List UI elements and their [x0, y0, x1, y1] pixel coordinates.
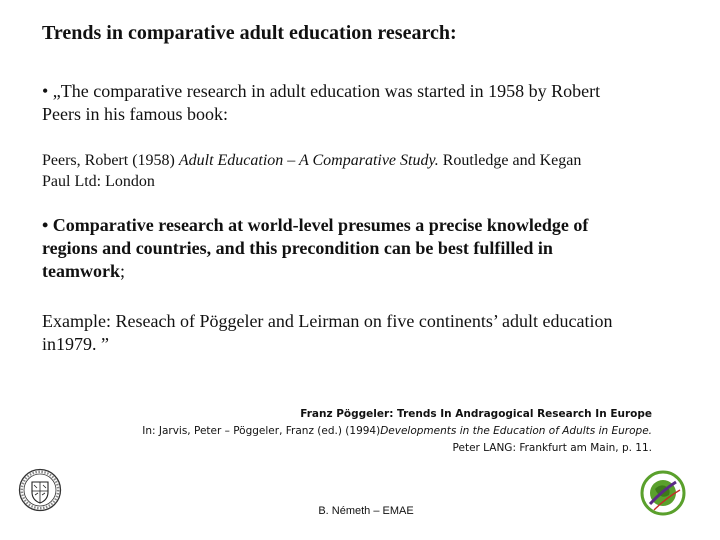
bullet-1 — [42, 80, 682, 126]
example-line-2: in1979. ” — [42, 334, 109, 354]
bullet-2-teamwork: teamwork — [42, 261, 120, 281]
ref-book-title: Adult Education – A Comparative Study. — [178, 152, 439, 169]
citation-line-2 — [52, 423, 652, 440]
bullet-2-line-2: regions and countries, and this precondition can be best fulfilled in — [42, 238, 553, 258]
book-reference — [42, 150, 682, 192]
book-reference-line-2: Paul Ltd: London — [42, 173, 155, 190]
bullet-2-end: ; — [119, 261, 125, 281]
ref-publisher: Routledge and Kegan — [438, 152, 582, 169]
bullet-2 — [42, 214, 682, 283]
citation-line-1: Franz Pöggeler: Trends In Andragogical Research In Europe — [300, 408, 652, 420]
citation-authors: In: Jarvis, Peter – Pöggeler, Franz (ed.) (1994) — [142, 425, 381, 437]
bullet-2-line-1: • Comparative research at world-level presumes a precise knowledge of — [42, 215, 589, 235]
university-seal-logo — [18, 468, 62, 512]
example-paragraph — [42, 310, 692, 356]
bullet-2-line-3 — [42, 260, 682, 283]
pascal-international-logo — [640, 470, 686, 516]
ref-authors: Peers, Robert (1958) — [42, 152, 179, 169]
citation — [52, 406, 652, 457]
citation-line-3: Peter LANG: Frankfurt am Main, p. 11. — [452, 442, 652, 454]
slide-title: Trends in comparative adult education research: — [42, 22, 457, 44]
example-line-1: Example: Reseach of Pöggeler and Leirman on five continents’ adult education — [42, 311, 613, 331]
bullet-1-line-2: Peers in his famous book: — [42, 104, 228, 124]
footer-author: B. Németh – EMAE — [318, 505, 414, 517]
university-seal-icon — [18, 468, 62, 512]
citation-title: Developments in the Education of Adults in Europe. — [380, 425, 652, 437]
pascal-globe-icon — [640, 470, 686, 516]
bullet-1-line-1: • „The comparative research in adult education was started in 1958 by Robert — [42, 81, 601, 101]
book-reference-line-1 — [42, 150, 682, 171]
